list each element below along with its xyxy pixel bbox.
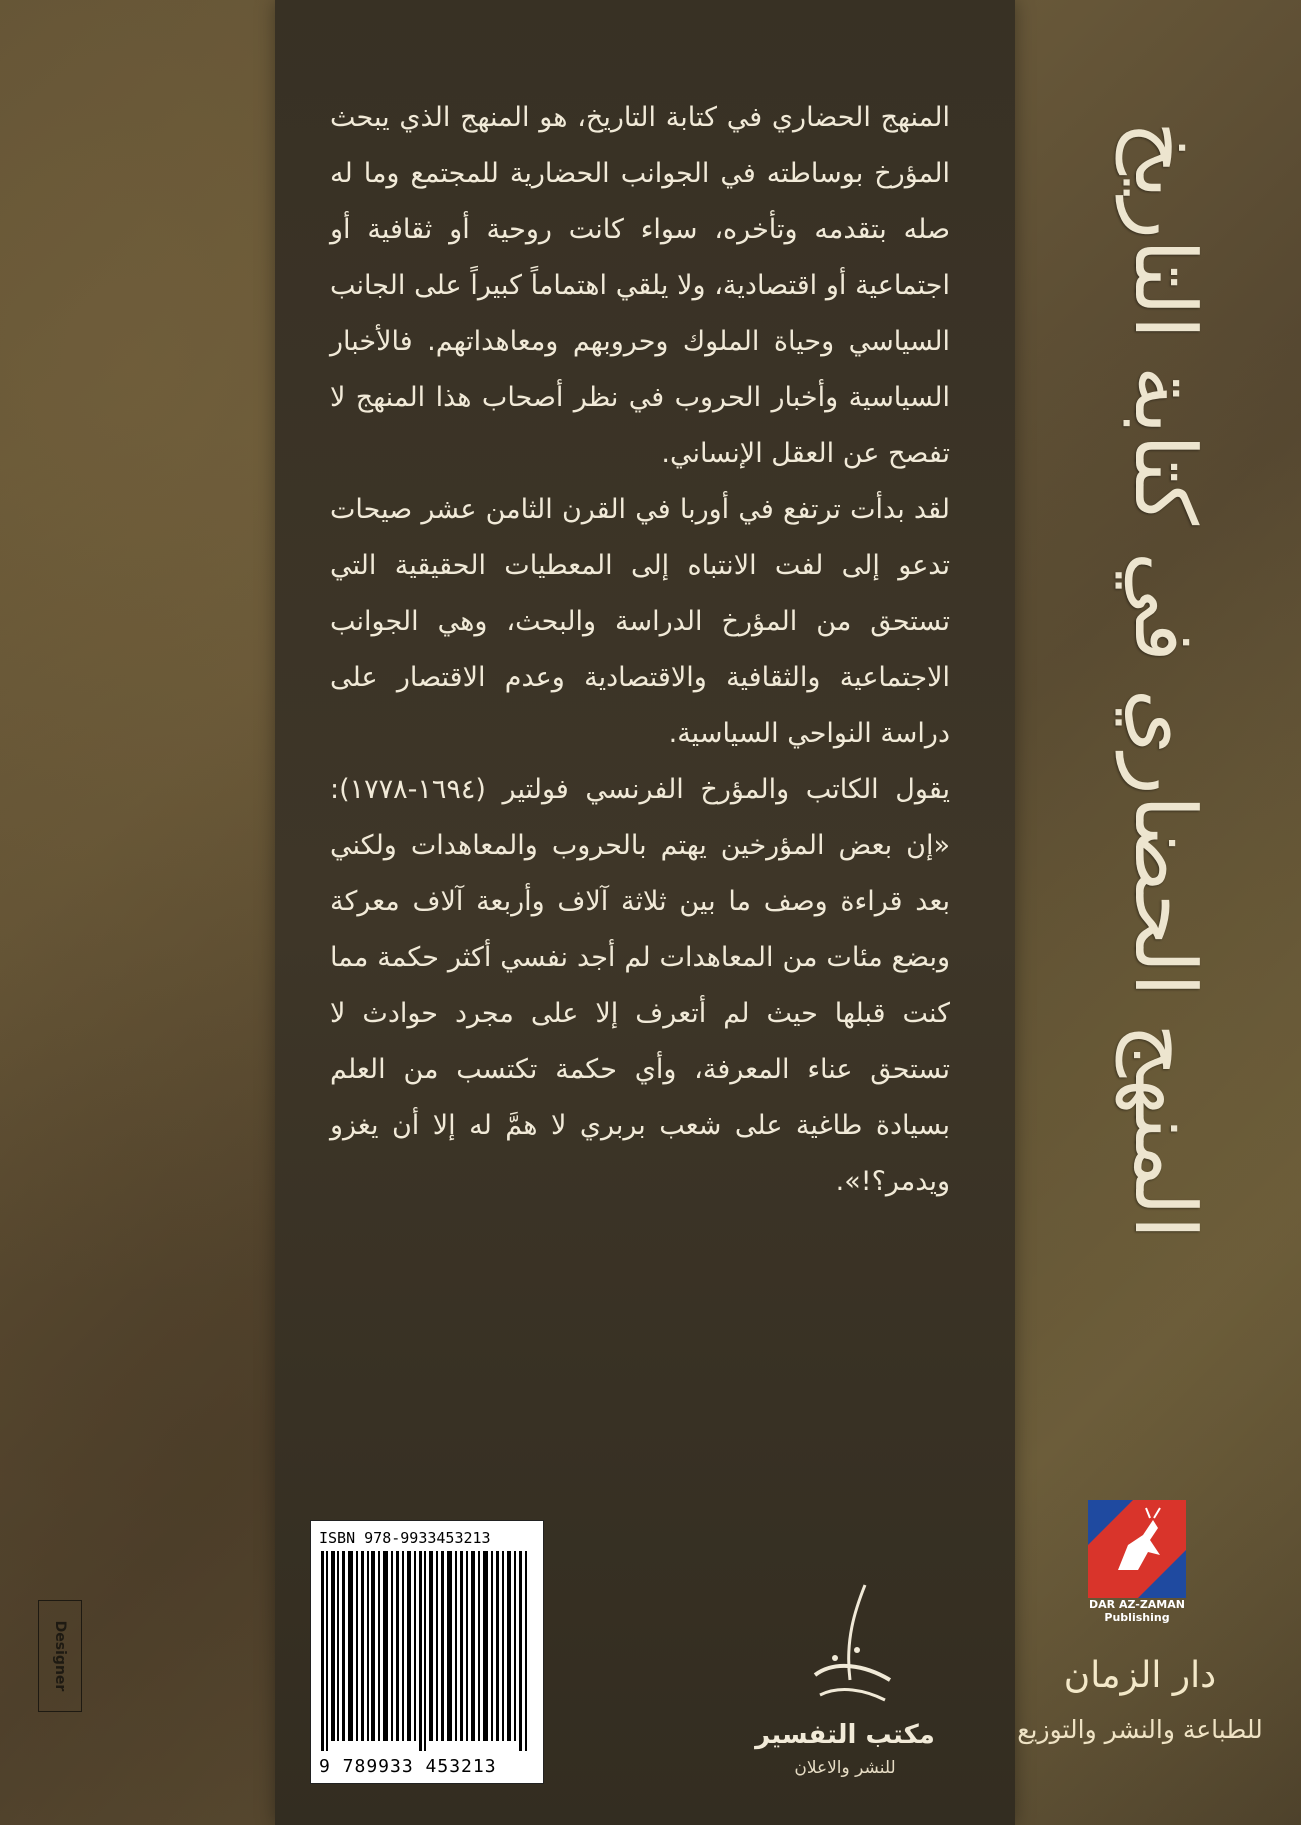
designer-stamp (38, 1600, 82, 1712)
publisher-calligraphy-logo (795, 1580, 905, 1710)
isbn-label: ISBN 978-9933453213 (319, 1529, 491, 1547)
dar-az-zaman-logo (1088, 1500, 1186, 1598)
blurb-paragraph-3: يقول الكاتب والمؤرخ الفرنسي فولتير (١٦٩٤-١٧٧٨): «إن بعض المؤرخين يهتم بالحروب والمعاهدات ولكني بعد قراءة وصف ما بين ثلاثة آلاف وأربعة آلاف معركة وبضع مئات من المعاهدات لم أجد نفسي أكثر حكمة مما كنت قبلها حيث لم أتعرف إلا على مجرد حوادث لا تستحق عناء المعرفة، وأي حكمة تكتسب من العلم بسيادة طاغية على شعب بربري لا همَّ له إلا أن يغزو ويدمر؟!». (330, 774, 950, 1197)
isbn-barcode (310, 1520, 544, 1784)
designer-label: Designer (52, 1620, 68, 1692)
dar-tagline: للطباعة والنشر والتوزيع (1017, 1715, 1263, 1744)
barcode-bars (321, 1551, 533, 1751)
spine-title (1040, 100, 1290, 1260)
blurb-text (330, 90, 950, 1210)
barcode-digits: 9 789933 453213 (319, 1756, 497, 1777)
dar-logo-caption: DAR AZ-ZAMAN Publishing (1089, 1598, 1185, 1624)
dar-name: دار الزمان (1063, 1655, 1217, 1696)
publisher-subtitle: للنشر والاعلان (794, 1758, 896, 1778)
blurb-paragraph-1: المنهج الحضاري في كتابة التاريخ، هو المنهج الذي يبحث المؤرخ بوساطته في الجوانب الحضارية للمجتمع وما له صله بتقدمه وتأخره، سواء كانت روحية أو ثقافية أو اجتماعية أو اقتصادية، ولا يلقي اهتماماً كبيراً على الجانب السياسي وحياة الملوك وحروبهم ومعاهداتهم. فالأخبار السياسية وأخبار الحروب في نظر أصحاب هذا المنهج لا تفصح عن العقل الإنساني. (330, 102, 950, 469)
publisher-name: مكتب التفسير (755, 1720, 935, 1750)
blurb-paragraph-2: لقد بدأت ترتفع في أوربا في القرن الثامن عشر صيحات تدعو إلى لفت الانتباه إلى المعطيات الحقيقية التي تستحق من المؤرخ الدراسة والبحث، وهي الجوانب الاجتماعية والثقافية والاقتصادية وعدم الاقتصار على دراسة النواحي السياسية. (330, 494, 950, 749)
book-title: المنهج الحضاري في كتابة التاريخ (1116, 120, 1214, 1240)
